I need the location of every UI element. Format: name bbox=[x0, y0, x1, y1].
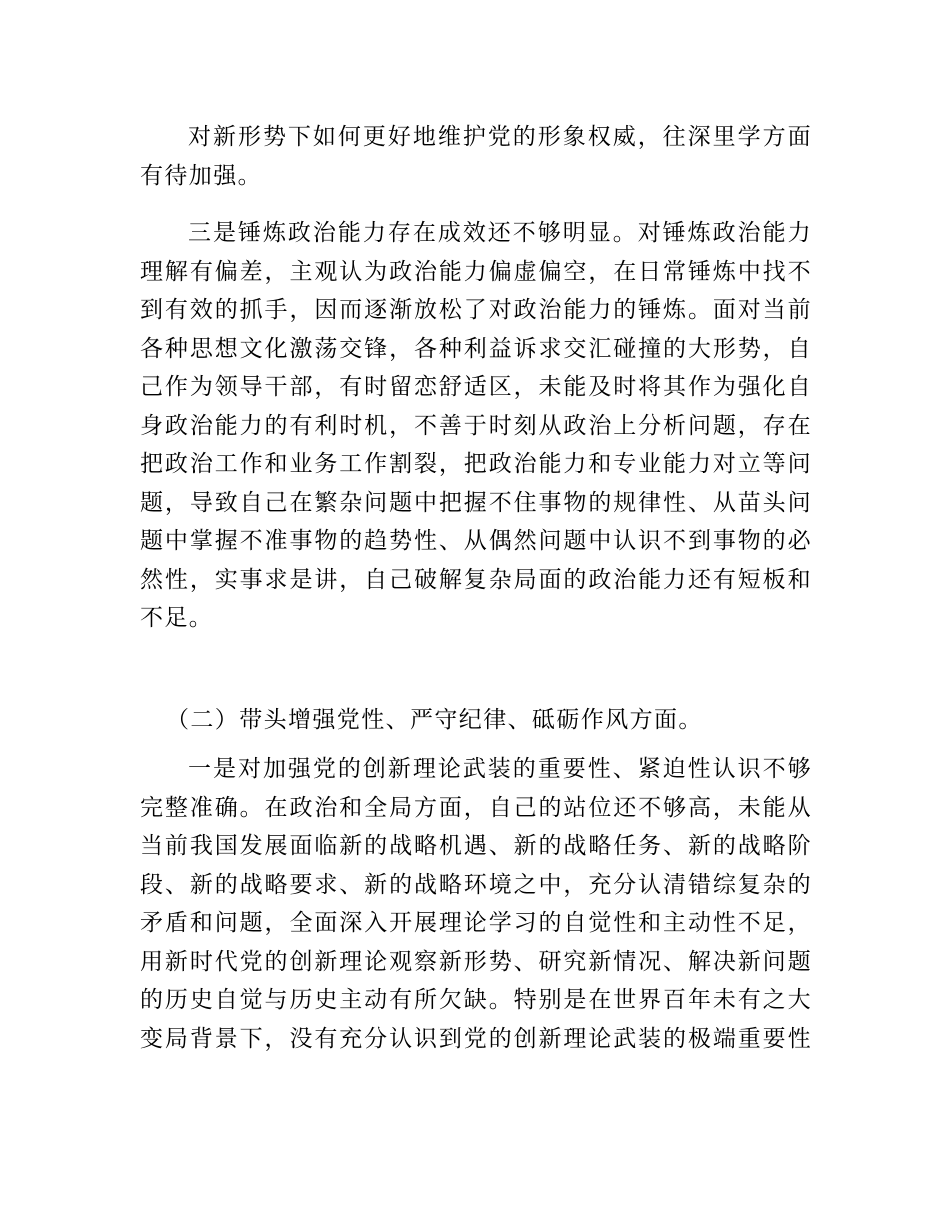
paragraph-4-line-7: 的历史自觉与历史主动有所欠缺。特别是在世界百年未有之大 bbox=[140, 987, 812, 1013]
paragraph-4-line-3: 当前我国发展面临新的战略机遇、新的战略任务、新的战略阶 bbox=[140, 833, 812, 859]
paragraph-4-line-2: 完整准确。在政治和全局方面，自己的站位还不够高，未能从 bbox=[140, 794, 812, 821]
paragraph-4-line-5: 矛盾和问题，全面深入开展理论学习的自觉性和主动性不足， bbox=[140, 910, 812, 936]
paragraph-2-line-9: 题中掌握不准事物的趋势性、从偶然问题中认识不到事物的必 bbox=[140, 528, 812, 554]
paragraph-2-line-2: 理解有偏差，主观认为政治能力偏虚偏空，在日常锤炼中找不 bbox=[140, 258, 812, 285]
paragraph-4-line-4: 段、新的战略要求、新的战略环境之中，充分认清错综复杂的 bbox=[140, 871, 812, 898]
paragraph-1-line-1: 对新形势下如何更好地维护党的形象权威，往深里学方面 bbox=[188, 124, 812, 150]
paragraph-2-line-7: 把政治工作和业务工作割裂，把政治能力和专业能力对立等问 bbox=[140, 451, 812, 477]
paragraph-2-line-10: 然性，实事求是讲，自己破解复杂局面的政治能力还有短板和 bbox=[140, 566, 812, 593]
paragraph-4-line-8: 变局背景下，没有充分认识到党的创新理论武装的极端重要性 bbox=[140, 1025, 812, 1052]
paragraph-1 bbox=[140, 118, 812, 195]
paragraph-2-line-11: 不足。 bbox=[140, 605, 214, 631]
paragraph-1-line-2: 有待加强。 bbox=[140, 162, 262, 189]
paragraph-2 bbox=[140, 214, 812, 638]
paragraph-2-line-8: 题，导致自己在繁杂问题中把握不住事物的规律性、从苗头问 bbox=[140, 489, 812, 516]
paragraph-2-line-6: 身政治能力的有利时机，不善于时刻从政治上分析问题，存在 bbox=[140, 412, 812, 439]
paragraph-2-line-3: 到有效的抓手，因而逐渐放松了对政治能力的锤炼。面对当前 bbox=[140, 297, 812, 323]
paragraph-4-line-1: 一是对加强党的创新理论武装的重要性、紧迫性认识不够 bbox=[188, 756, 812, 782]
paragraph-4-line-6: 用新时代党的创新理论观察新形势、研究新情况、解决新问题 bbox=[140, 948, 812, 975]
section-heading bbox=[140, 701, 812, 740]
paragraph-2-line-5: 己作为领导干部，有时留恋舒适区，未能及时将其作为强化自 bbox=[140, 374, 812, 400]
paragraph-2-line-1: 三是锤炼政治能力存在成效还不够明显。对锤炼政治能力 bbox=[188, 220, 812, 246]
paragraph-2-line-4: 各种思想文化激荡交锋，各种利益诉求交汇碰撞的大形势，自 bbox=[140, 335, 812, 362]
section-heading-line: （二）带头增强党性、严守纪律、砥砺作风方面。 bbox=[166, 707, 703, 733]
paragraph-4 bbox=[140, 750, 812, 1058]
